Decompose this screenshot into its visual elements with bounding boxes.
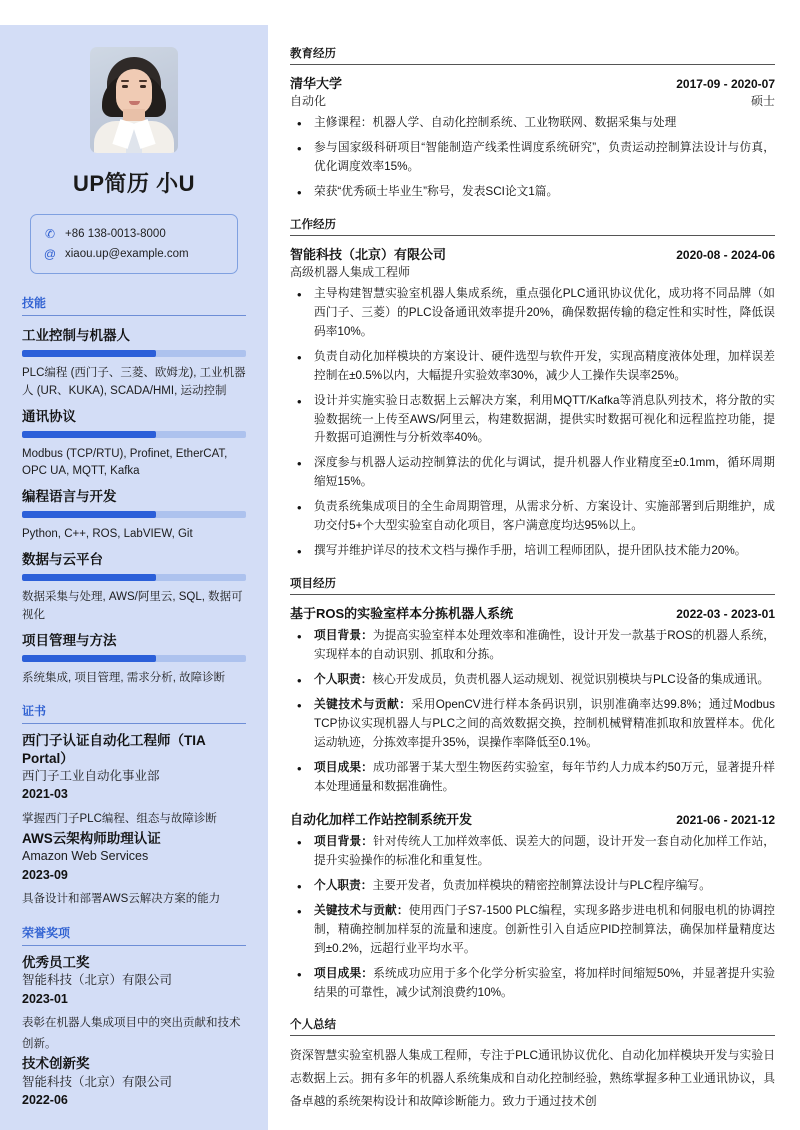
bullet-label: 项目背景：	[314, 629, 373, 643]
skill-item	[22, 629, 246, 688]
list-item: • 负责自动化加样模块的方案设计、硬件选型与软件开发，实现高精度液体处理，加样误差控制在±0.5%以内，大幅提升实验效率30%，减少人工操作失误率25%。	[290, 348, 775, 386]
award-description: 表彰在机器人集成项目中的突出贡献和技术创新。	[22, 1016, 241, 1051]
education-entry-header	[290, 73, 775, 92]
certificate-org: 西门子工业自动化事业部	[22, 768, 160, 783]
project-date: 2021-06 - 2021-12	[676, 812, 775, 827]
skill-name: 通讯协议	[22, 408, 76, 424]
bullet-text: 针对传统人工加样效率低、误差大的问题，设计开发一套自动化加样工作站，提升实验操作的标准化和重复性。	[314, 834, 775, 867]
contact-phone	[43, 224, 225, 244]
list-item: • 主修课程：机器人学、自动化控制系统、工业物联网、数据采集与处理	[290, 114, 775, 133]
summary-section	[290, 1016, 775, 1113]
education-school: 清华大学	[290, 76, 343, 91]
list-item	[290, 965, 775, 1003]
skill-description: PLC编程 (西门子、三菱、欧姆龙), 工业机器人 (UR、KUKA), SCADA/HMI, 运动控制	[22, 367, 246, 397]
project-date: 2022-03 - 2023-01	[676, 607, 775, 622]
project-entry-header	[290, 603, 775, 622]
project-entry	[290, 809, 775, 1003]
education-bullets	[290, 114, 775, 202]
award-item	[22, 954, 246, 1055]
certificate-description: 具备设计和部署AWS云解决方案的能力	[22, 892, 221, 905]
list-item	[290, 759, 775, 797]
award-date: 2023-01	[22, 991, 68, 1006]
skill-name: 工业控制与机器人	[22, 328, 130, 343]
skill-level-bar	[22, 431, 246, 438]
award-title: 优秀员工奖	[22, 954, 90, 970]
certificate-org: Amazon Web Services	[22, 849, 149, 864]
profile-photo-container	[22, 47, 246, 153]
education-heading: 教育经历	[290, 45, 775, 65]
list-item	[290, 671, 775, 690]
list-item: • 参与国家级科研项目“智能制造产线柔性调度系统研究”，负责运动控制算法设计与仿真，优化调度效率15%。	[290, 139, 775, 177]
bullet-label: 关键技术与贡献：	[314, 698, 412, 712]
bullet-text: 主要开发者，负责加样模块的精密控制算法设计与PLC程序编写。	[372, 878, 711, 892]
summary-text: 资深智慧实验室机器人集成工程师，专注于PLC通讯协议优化、自动化加样模块开发与实验日志数据上云。拥有多年的机器人系统集成和自动化控制经验，熟练掌握多种工业通讯协议，具备卓越的系统架构设计和故障诊断能力。致力于通过技术创	[290, 1048, 775, 1109]
certificate-date: 2021-03	[22, 787, 68, 802]
certificates-section-heading: 证书	[22, 702, 246, 724]
contact-email-value: xiaou.up@example.com	[65, 248, 189, 260]
skill-level-bar	[22, 350, 246, 357]
list-item	[290, 877, 775, 896]
phone-icon: ✆	[44, 227, 56, 241]
sidebar	[0, 25, 268, 1130]
bullet-label: 项目成果：	[314, 966, 374, 980]
bullet-text: 系统成功应用于多个化学分析实验室，将加样时间缩短50%，并显著提升实验结果的可靠性，减少试剂浪费约10%。	[314, 966, 775, 999]
bullet-text: 采用OpenCV进行样本条码识别，识别准确率达99.8%；通过Modbus TCP协议实现机器人与PLC之间的高效数据交换，控制机械臂精准抓取和放置样本。优化运动轨迹，分拣效率提升35%，误操作率降低至0.1%。	[314, 698, 775, 749]
contact-info-box	[30, 214, 238, 274]
list-item: • 深度参与机器人运动控制算法的优化与调试，提升机器人作业精度至±0.1mm，循环周期缩短15%。	[290, 454, 775, 492]
project-name: 基于ROS的实验室样本分拣机器人系统	[290, 606, 514, 622]
skill-level-bar	[22, 574, 246, 581]
award-date: 2022-06	[22, 1093, 68, 1108]
certificate-item	[22, 830, 246, 910]
skill-description: 数据采集与处理, AWS/阿里云, SQL, 数据可视化	[22, 591, 243, 621]
award-title: 技术创新奖	[22, 1056, 90, 1072]
summary-heading: 个人总结	[290, 1016, 775, 1036]
list-item: • 负责系统集成项目的全生命周期管理，从需求分析、方案设计、实施部署到后期维护，成功交付5+个大型实验室自动化项目，客户满意度均达95%以上。	[290, 498, 775, 536]
project-bullets	[290, 833, 775, 1003]
profile-photo	[90, 47, 178, 153]
award-item	[22, 1055, 246, 1109]
education-degree: 硕士	[750, 94, 775, 108]
work-job-title: 高级机器人集成工程师	[290, 264, 411, 279]
bullet-text: 使用西门子S7-1500 PLC编程，实现多路步进电机和伺服电机的协调控制，精确控制加样泵的流量和速度。创新性引入自适应PID控制算法，确保加样量精度达到±0.2%，远超行业平均水平。	[314, 903, 775, 955]
project-bullets	[290, 627, 775, 797]
bullet-text: 成功部署于某大型生物医药实验室，每年节约人力成本约50万元，显著提升样本处理通量和数据准确性。	[314, 760, 775, 793]
skill-item	[22, 548, 246, 625]
skills-section-heading: 技能	[22, 294, 246, 316]
skill-name: 项目管理与方法	[22, 632, 117, 648]
list-item: • 荣获“优秀硕士毕业生”称号，发表SCI论文1篇。	[290, 183, 775, 202]
project-entry	[290, 603, 775, 797]
certificate-date: 2023-09	[22, 867, 68, 882]
awards-section-heading: 荣誉奖项	[22, 924, 246, 946]
project-entry-header	[290, 809, 775, 828]
list-item: • 设计并实施实验日志数据上云解决方案，利用MQTT/Kafka等消息队列技术，将分散的实验数据统一上传至AWS/阿里云，构建数据湖，提供实时数据可视化和远程监控功能，提升数据可追溯性与分析效率40%。	[290, 392, 775, 449]
skill-name: 数据与云平台	[22, 552, 103, 568]
skill-item	[22, 405, 246, 482]
list-item	[290, 902, 775, 959]
education-entry-sub	[290, 92, 775, 109]
skill-item	[22, 485, 246, 544]
bullet-label: 个人职责：	[314, 673, 373, 687]
work-bullets	[290, 285, 775, 561]
skill-description: Python, C++, ROS, LabVIEW, Git	[22, 528, 193, 541]
list-item	[290, 833, 775, 871]
award-org: 智能科技（北京）有限公司	[22, 1074, 173, 1089]
work-heading: 工作经历	[290, 216, 775, 236]
certificate-title: 西门子认证自动化工程师（TIA Portal）	[22, 732, 206, 766]
skill-description: Modbus (TCP/RTU), Profinet, EtherCAT, OPC UA, MQTT, Kafka	[22, 447, 228, 478]
skill-name: 编程语言与开发	[22, 489, 117, 505]
bullet-text: 为提高实验室样本处理效率和准确性，设计开发一款基于ROS的机器人系统，实现样本的自动识别、抓取和分拣。	[314, 629, 775, 662]
education-major: 自动化	[290, 94, 327, 108]
projects-section	[290, 575, 775, 1002]
work-date: 2020-08 - 2024-06	[676, 247, 775, 262]
skill-level-bar	[22, 655, 246, 662]
skill-level-bar	[22, 511, 246, 518]
skill-item	[22, 324, 246, 401]
education-date: 2017-09 - 2020-07	[676, 77, 775, 91]
work-experience-section	[290, 216, 775, 561]
list-item: • 撰写并维护详尽的技术文档与操作手册，培训工程师团队，提升团队技术能力20%。	[290, 542, 775, 561]
contact-phone-value: +86 138-0013-8000	[65, 228, 166, 240]
email-icon: @	[43, 247, 57, 261]
work-company: 智能科技（北京）有限公司	[290, 246, 447, 262]
list-item	[290, 696, 775, 753]
contact-email	[43, 244, 225, 264]
projects-heading: 项目经历	[290, 575, 775, 595]
bullet-label: 项目成果：	[314, 760, 373, 774]
bullet-label: 个人职责：	[314, 878, 373, 892]
work-entry-header	[290, 244, 775, 263]
main-content	[290, 45, 775, 1127]
bullet-label: 关键技术与贡献：	[314, 903, 409, 917]
certificate-title: AWS云架构师助理认证	[22, 830, 161, 846]
award-org: 智能科技（北京）有限公司	[22, 973, 173, 988]
bullet-label: 项目背景：	[314, 834, 374, 848]
certificate-item	[22, 732, 246, 830]
education-section	[290, 45, 775, 202]
bullet-text: 核心开发成员，负责机器人运动规划、视觉识别模块与PLC设备的集成通讯。	[372, 673, 770, 687]
certificate-description: 掌握西门子PLC编程、组态与故障诊断	[22, 812, 217, 825]
project-name: 自动化加样工作站控制系统开发	[290, 811, 473, 827]
skill-description: 系统集成, 项目管理, 需求分析, 故障诊断	[22, 671, 226, 684]
list-item	[290, 627, 775, 665]
list-item: • 主导构建智慧实验室机器人集成系统，重点强化PLC通讯协议优化，成功将不同品牌（如西门子、三菱）的PLC设备通讯效率提升20%，确保数据传输的稳定性和实时性，降低误码率10%。	[290, 285, 775, 342]
profile-name: UP简历 小U	[72, 171, 196, 196]
